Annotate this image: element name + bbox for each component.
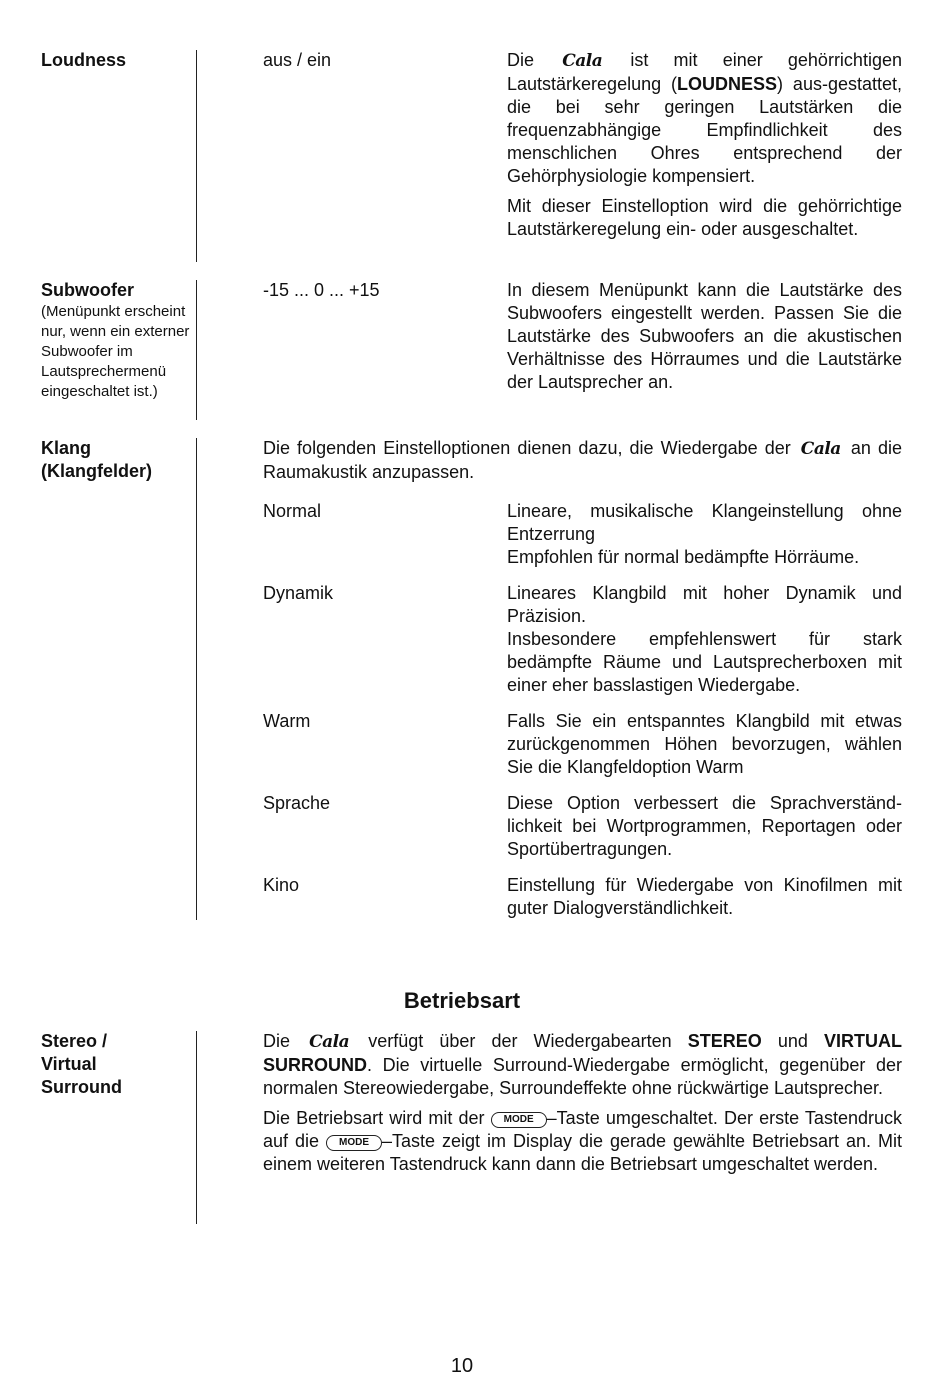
option-name-warm: Warm bbox=[263, 711, 311, 731]
subwoofer-note: (Menüpunkt erscheint nur, wenn ein externer Subwoofer im Lautsprechermenü eingeschaltet ist.) bbox=[41, 303, 190, 400]
column-divider bbox=[196, 50, 197, 262]
option-desc-kino: Einstellung für Wiedergabe von Kinofilmen mit guter Dialogverständlichkeit. bbox=[507, 875, 902, 918]
stereo-surround-label: Stereo / Virtual Surround bbox=[41, 1031, 122, 1097]
subwoofer-value: -15 ... 0 ... +15 bbox=[263, 280, 380, 300]
subwoofer-description: In diesem Menüpunkt kann die Lautstärke des Subwoofers eingestellt werden. Passen Sie die Lautstärke des Subwoofers an die akustischen Verhältnisse des Hörraumes und die Lautstärke der Lautsprecher an. bbox=[507, 280, 902, 392]
option-desc-warm: Falls Sie ein entspanntes Klangbild mit etwas zurückgenommen Höhen bevorzugen, wählen Sie die Klangfeldoption Warm bbox=[507, 711, 902, 777]
option-name-sprache: Sprache bbox=[263, 793, 331, 813]
option-name-normal: Normal bbox=[263, 501, 322, 521]
option-desc-sprache: Diese Option verbessert die Sprachverständ-lichkeit bei Wortprogrammen, Reportagen oder Sportübertragungen. bbox=[507, 793, 902, 859]
mode-key-icon: MODE bbox=[326, 1135, 382, 1151]
brand-logo: Cala bbox=[800, 439, 841, 459]
loudness-description: Die Cala ist mit einer gehörrichtigen Lautstärkeregelung (LOUDNESS) aus-gestattet, die bei sehr geringen Lautstärken die frequenzabhängige Empfindlichkeit des menschlichen Ohres entsprechend der Gehörphysiologie kompensiert. Mit dieser Einstelloption wird die gehörrichtige Lautstärkeregelung ein- oder ausgeschaltet. bbox=[507, 50, 902, 239]
option-name-dynamik: Dynamik bbox=[263, 583, 334, 603]
section-heading: Betriebsart bbox=[403, 988, 521, 1013]
loudness-label: Loudness bbox=[41, 50, 127, 70]
option-desc-dynamik: Lineares Klangbild mit hoher Dynamik und Präzision. Insbesondere empfehlenswert für stark bedämpfte Räume und Lautsprecherboxen mit einer eher basslastigen Wiedergabe. bbox=[507, 583, 902, 695]
subwoofer-label: Subwoofer (Menüpunkt erscheint nur, wenn ein externer Subwoofer im Lautsprechermenü eingeschaltet ist.) bbox=[41, 280, 190, 400]
betriebsart-description: Die Cala verfügt über der Wiedergabearten STEREO und VIRTUAL SURROUND. Die virtuelle Surround-Wiedergabe ermöglicht, gegenüber der normalen Stereowiedergabe, Surroundeffekte ohne rückwärtige Lautsprecher. Die Betriebsart wird mit der MODE –Taste umgeschaltet. Der erste Tastendruck auf die MODE –Taste zeigt im Display die gerade gewählte Betriebsart an. Mit einem weiteren Tastendruck kann dann die Betriebsart umgeschaltet werden. bbox=[263, 1031, 902, 1174]
page-number: 10 bbox=[450, 1355, 474, 1377]
column-divider bbox=[196, 280, 197, 420]
option-desc-normal: Lineare, musikalische Klangeinstellung ohne Entzerrung Empfohlen für normal bedämpfte Hörräume. bbox=[507, 501, 902, 567]
option-name-kino: Kino bbox=[263, 875, 300, 895]
loudness-value: aus / ein bbox=[263, 50, 332, 70]
klang-intro: Die folgenden Einstelloptionen dienen dazu, die Wiedergabe der Cala an die Raumakustik anzupassen. bbox=[263, 438, 902, 482]
mode-key-icon: MODE bbox=[491, 1112, 547, 1128]
column-divider bbox=[196, 438, 197, 920]
column-divider bbox=[196, 1031, 197, 1224]
brand-logo: Cala bbox=[562, 51, 603, 71]
klang-label: Klang (Klangfelder) bbox=[41, 438, 153, 481]
brand-logo: Cala bbox=[309, 1032, 350, 1052]
